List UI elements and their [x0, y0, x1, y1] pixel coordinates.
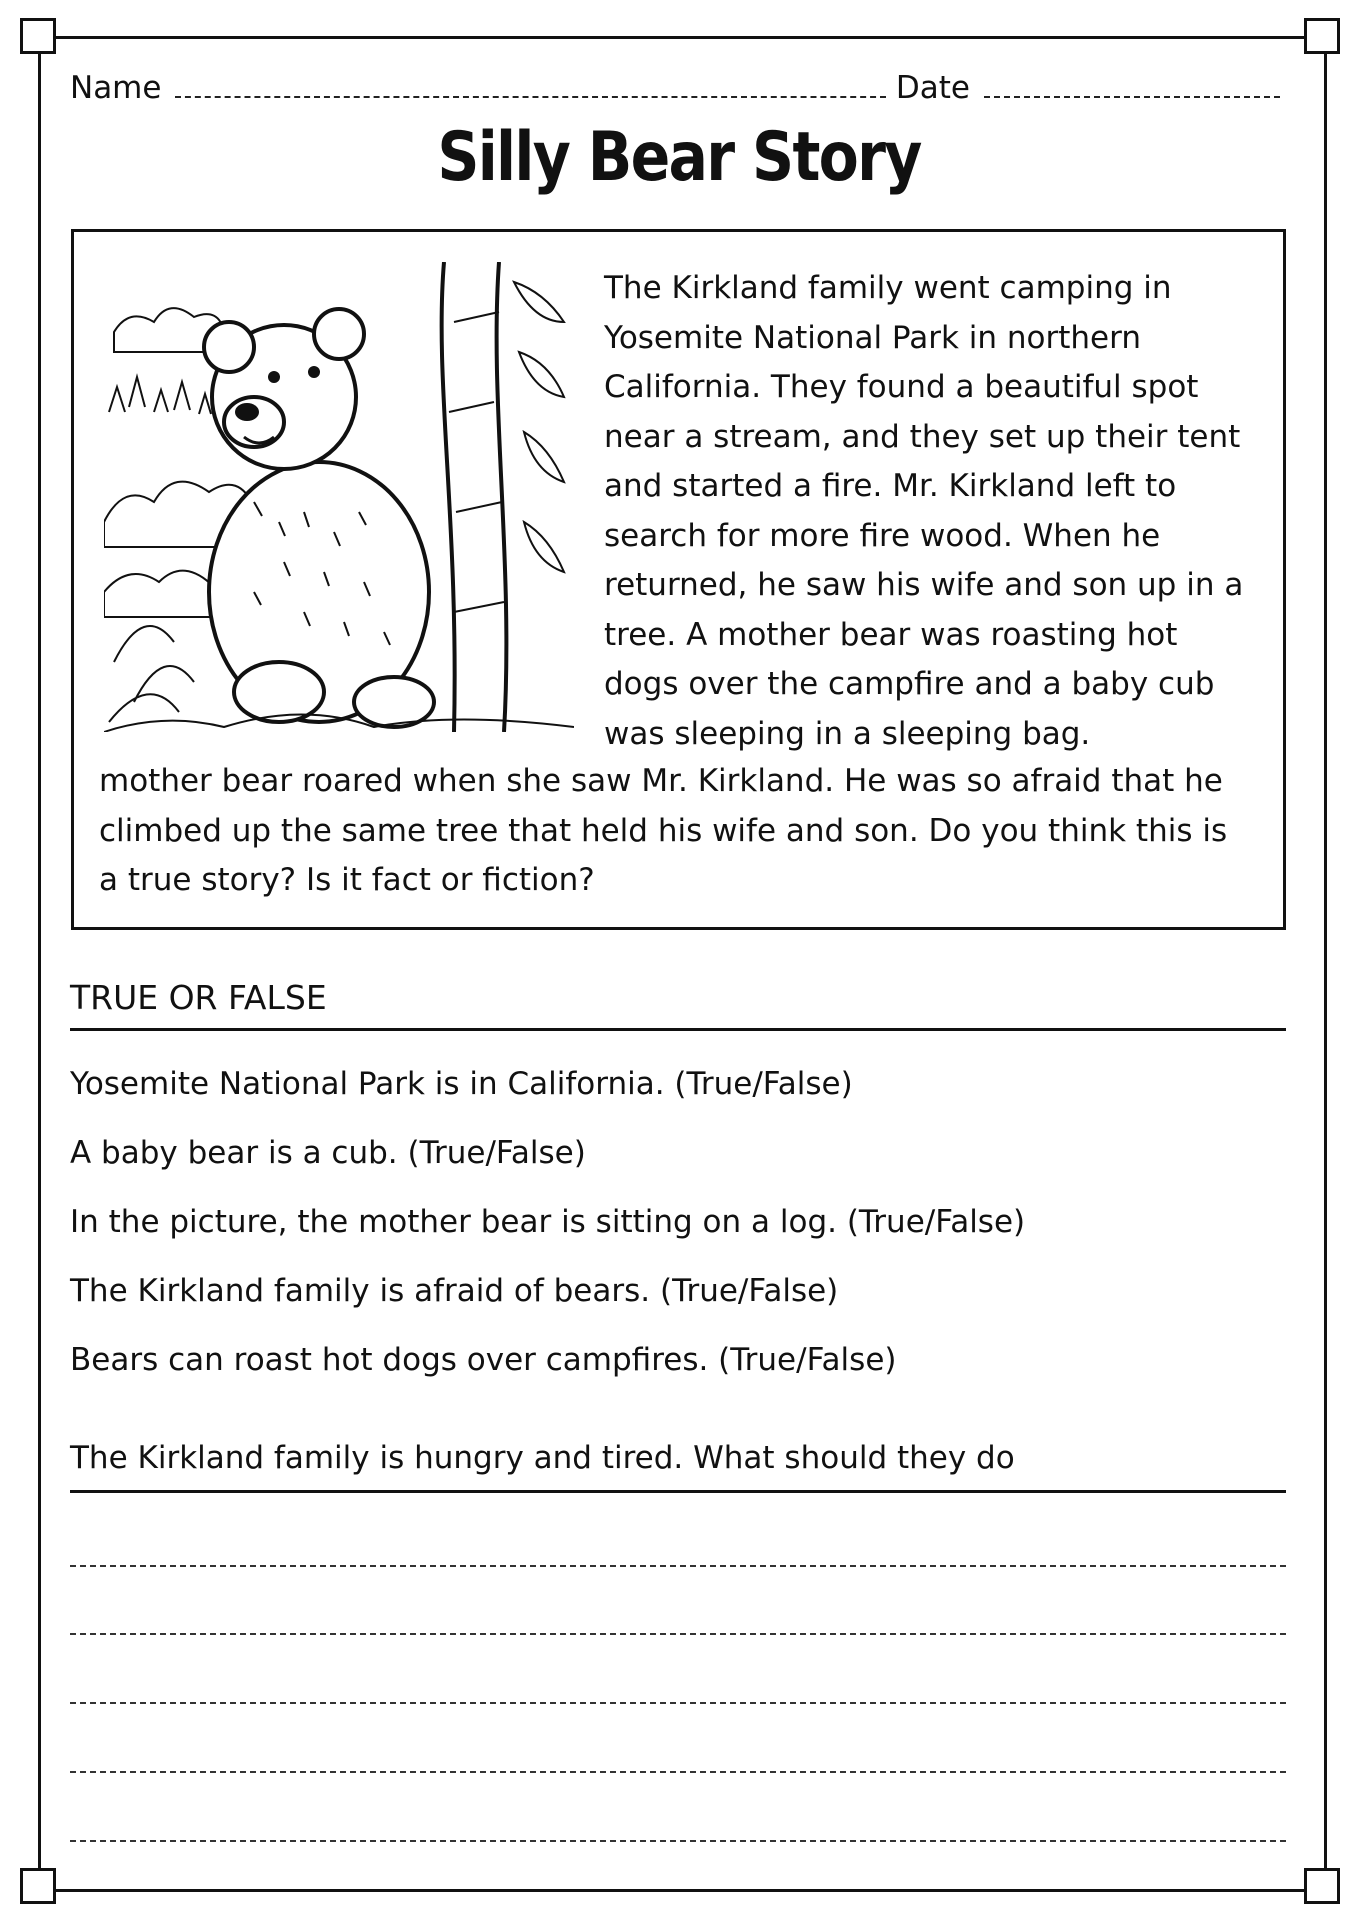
true-false-list — [70, 1058, 1025, 1403]
answer-line[interactable] — [70, 1633, 1286, 1635]
true-false-item: In the picture, the mother bear is sitting on a log. (True/False) — [70, 1204, 1026, 1240]
story-text-bottom — [99, 757, 1269, 906]
corner-square — [1304, 18, 1340, 54]
divider — [70, 1028, 1286, 1031]
name-label: Name — [70, 70, 162, 106]
story-text-right — [604, 264, 1274, 759]
date-label: Date — [895, 70, 970, 106]
answer-line[interactable] — [70, 1840, 1286, 1842]
story-line: and started a fire. Mr. Kirkland left to — [604, 468, 1177, 504]
true-false-item: Bears can roast hot dogs over campfires. (True/False) — [70, 1342, 897, 1378]
story-line: tree. A mother bear was roasting hot — [604, 616, 1178, 653]
name-field[interactable] — [175, 96, 885, 98]
story-line: dogs over the campfire and a baby cub — [604, 666, 1215, 702]
story-line: mother bear roared when she saw Mr. Kirkland. He was so afraid that he — [99, 763, 1223, 799]
true-false-item: Yosemite National Park is in California. (True/False) — [70, 1066, 853, 1102]
story-box — [71, 229, 1286, 930]
bear-illustration-icon — [104, 262, 574, 732]
story-line: was sleeping in a sleeping bag. — [604, 715, 1091, 752]
true-false-heading: TRUE OR FALSE — [70, 978, 327, 1017]
answer-line[interactable] — [70, 1771, 1286, 1773]
date-field[interactable] — [984, 96, 1280, 98]
answer-line[interactable] — [70, 1702, 1286, 1704]
divider — [70, 1490, 1286, 1493]
corner-square — [20, 1868, 56, 1904]
open-question: The Kirkland family is hungry and tired. What should they do — [70, 1440, 1015, 1476]
story-line: California. They found a beautiful spot — [604, 369, 1199, 405]
story-line: The Kirkland family went camping in — [604, 270, 1172, 306]
name-date-row — [70, 62, 1290, 106]
story-line: a true story? Is it fact or fiction? — [99, 862, 595, 898]
true-false-item: A baby bear is a cub. (True/False) — [70, 1135, 586, 1171]
story-line: Yosemite National Park in northern — [604, 319, 1141, 356]
story-line: near a stream, and they set up their tent — [604, 418, 1241, 455]
answer-line[interactable] — [70, 1565, 1286, 1567]
story-line: climbed up the same tree that held his wife and son. Do you think this is — [99, 812, 1228, 849]
true-false-item: The Kirkland family is afraid of bears. (True/False) — [70, 1273, 839, 1309]
corner-square — [20, 18, 56, 54]
page-title: Silly Bear Story — [437, 118, 921, 197]
story-line: returned, he saw his wife and son up in a — [604, 567, 1244, 603]
corner-square — [1304, 1868, 1340, 1904]
story-line: search for more fire wood. When he — [604, 517, 1161, 554]
